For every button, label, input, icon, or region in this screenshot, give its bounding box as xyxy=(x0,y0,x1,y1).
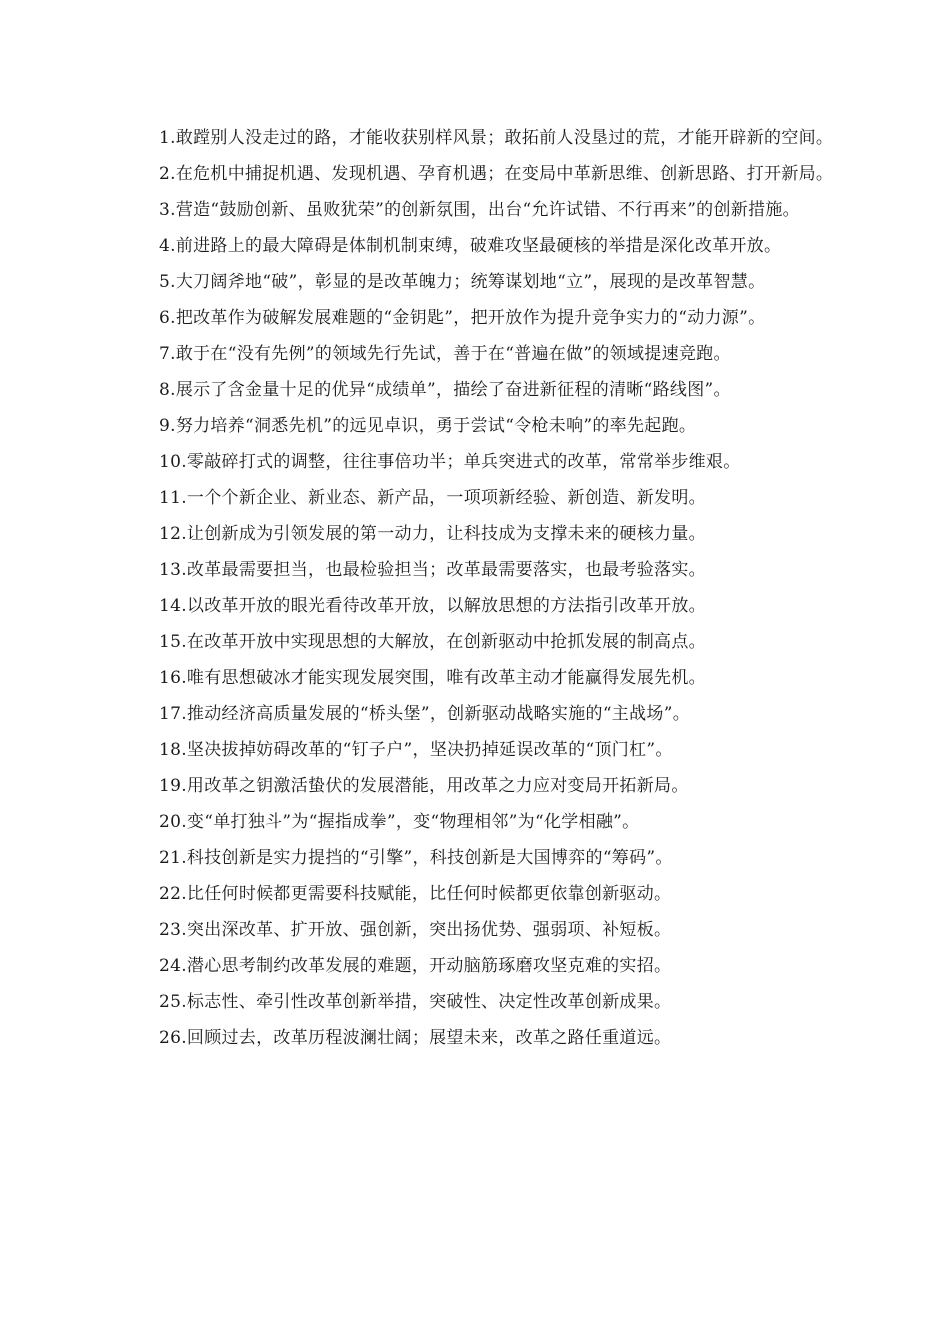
list-item: 11.一个个新企业、新业态、新产品，一项项新经验、新创造、新发明。 xyxy=(159,488,706,508)
list-item: 4.前进路上的最大障碍是体制机制束缚，破难攻坚最硬核的举措是深化改革开放。 xyxy=(159,236,782,256)
list-item: 15.在改革开放中实现思想的大解放，在创新驱动中抢抓发展的制高点。 xyxy=(159,632,706,652)
list-item: 23.突出深改革、扩开放、强创新，突出扬优势、强弱项、补短板。 xyxy=(159,920,672,940)
list-item: 17.推动经济高质量发展的“桥头堡”，创新驱动战略实施的“主战场”。 xyxy=(159,704,690,724)
list-item: 20.变“单打独斗”为“握指成拳”，变“物理相邻”为“化学相融”。 xyxy=(159,812,640,832)
list-item: 12.让创新成为引领发展的第一动力，让科技成为支撑未来的硬核力量。 xyxy=(159,524,706,544)
list-item: 24.潜心思考制约改革发展的难题，开动脑筋琢磨攻坚克难的实招。 xyxy=(159,956,672,976)
quote-list xyxy=(124,124,844,1060)
list-item: 8.展示了含金量十足的优异“成绩单”，描绘了奋进新征程的清晰“路线图”。 xyxy=(159,380,731,400)
list-item: 3.营造“鼓励创新、虽败犹荣”的创新氛围，出台“允许试错、不行再来”的创新措施。 xyxy=(159,200,800,220)
list-item: 26.回顾过去，改革历程波澜壮阔；展望未来，改革之路任重道远。 xyxy=(159,1028,672,1048)
list-item: 22.比任何时候都更需要科技赋能，比任何时候都更依靠创新驱动。 xyxy=(159,884,672,904)
list-item: 6.把改革作为破解发展难题的“金钥匙”，把开放作为提升竞争实力的“动力源”。 xyxy=(159,308,766,328)
list-item: 5.大刀阔斧地“破”，彰显的是改革魄力；统筹谋划地“立”，展现的是改革智慧。 xyxy=(159,272,766,292)
list-item: 14.以改革开放的眼光看待改革开放，以解放思想的方法指引改革开放。 xyxy=(159,596,706,616)
list-item: 13.改革最需要担当，也最检验担当；改革最需要落实，也最考验落实。 xyxy=(159,560,706,580)
list-item: 16.唯有思想破冰才能实现发展突围，唯有改革主动才能赢得发展先机。 xyxy=(159,668,706,688)
list-item: 10.零敲碎打式的调整，往往事倍功半；单兵突进式的改革，常常举步维艰。 xyxy=(159,452,741,472)
list-item: 7.敢于在“没有先例”的领域先行先试，善于在“普遍在做”的领域提速竞跑。 xyxy=(159,344,731,364)
list-item: 25.标志性、牵引性改革创新举措，突破性、决定性改革创新成果。 xyxy=(159,992,672,1012)
list-item: 21.科技创新是实力提挡的“引擎”，科技创新是大国博弈的“筹码”。 xyxy=(159,848,673,868)
list-item: 18.坚决拔掉妨碍改革的“钉子户”，坚决扔掉延误改革的“顶门杠”。 xyxy=(159,740,673,760)
list-item: 2.在危机中捕捉机遇、发现机遇、孕育机遇；在变局中革新思维、创新思路、打开新局。 xyxy=(159,164,834,184)
list-item: 1.敢蹚别人没走过的路，才能收获别样风景；敢拓前人没垦过的荒，才能开辟新的空间。 xyxy=(159,128,834,148)
list-item: 9.努力培养“洞悉先机”的远见卓识，勇于尝试“令枪未响”的率先起跑。 xyxy=(159,416,697,436)
list-item: 19.用改革之钥激活蛰伏的发展潜能，用改革之力应对变局开拓新局。 xyxy=(159,776,689,796)
